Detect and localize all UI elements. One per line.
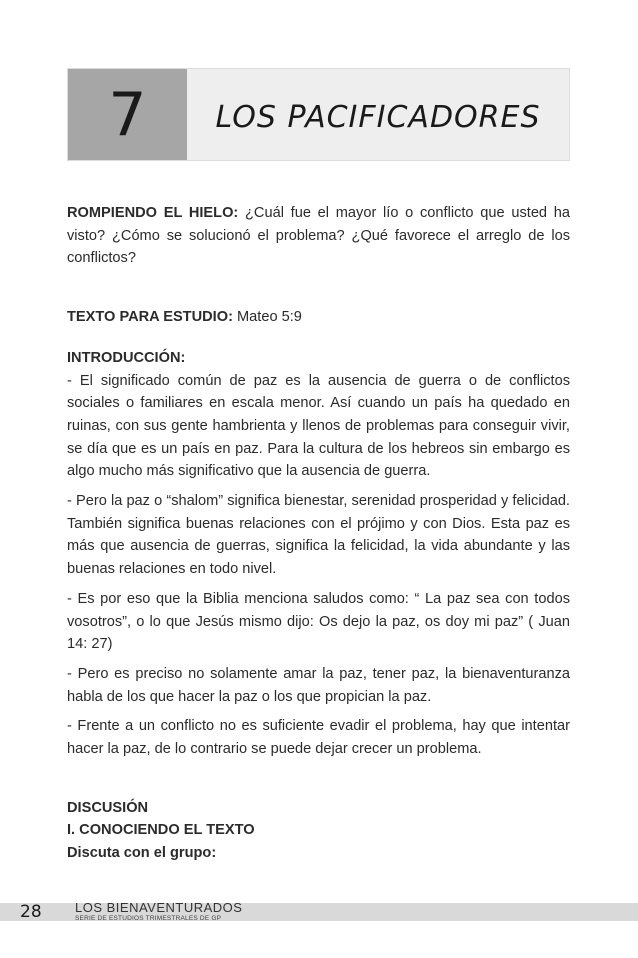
chapter-title: LOS PACIFICADORES (215, 100, 541, 135)
discussion-section-title: I. CONOCIENDO EL TEXTO (67, 822, 255, 839)
book-title: LOS BIENAVENTURADOS (75, 900, 243, 915)
intro-paragraph-4: - Pero es preciso no solamente amar la paz, tener paz, la bienaventuranza habla de los que hacer la paz o los que propician la paz. (67, 665, 570, 705)
study-text-label: TEXTO PARA ESTUDIO: (67, 309, 233, 326)
intro-paragraph-2: - Pero la paz o “shalom” significa bienestar, serenidad prosperidad y felicidad. También significa buenas relaciones con el prójimo y con Dios. Esta paz es más que ausencia de guerras, significa la felicidad, la vida abundante y las buenas relaciones en todo nivel. (67, 493, 570, 578)
page-content (67, 202, 570, 865)
study-text-reference: Mateo 5:9 (232, 309, 302, 326)
discussion-instruction: Discuta con el grupo: (67, 845, 217, 862)
chapter-header (67, 68, 570, 161)
intro-paragraph-1: - El significado común de paz es la ausencia de guerra o de conflictos sociales o familiares en escala menor. Así cuando un país ha quedado en ruinas, con sus gente hambrienta y llenos de problemas para conseguir vivir, se día que es un país en paz. Para la cultura de los hebreos sin embargo es algo mucho más significativo que la ausencia de guerra. (67, 372, 570, 480)
introduction-heading: INTRODUCCIÓN: (67, 349, 186, 366)
icebreaker-text: ¿Cuál fue el mayor lío o conflicto que usted ha visto? ¿Cómo se solucionó el problema? ¿Qué favorece el arreglo de los conflictos? (67, 205, 571, 267)
icebreaker-paragraph (67, 202, 570, 270)
chapter-number: 7 (108, 80, 147, 150)
study-text-paragraph (67, 306, 570, 329)
icebreaker-label: ROMPIENDO EL HIELO: (67, 205, 239, 221)
series-subtitle: SERIE DE ESTUDIOS TRIMESTRALES DE GP (75, 915, 222, 922)
intro-paragraph-3: - Es por eso que la Biblia menciona saludos como: “ La paz sea con todos vosotros”, o lo que Jesús mismo dijo: Os dejo la paz, os doy mi paz” ( Juan 14: 27) (67, 590, 570, 653)
discussion-heading: DISCUSIÓN (67, 799, 149, 816)
intro-paragraph-5: - Frente a un conflicto no es suficiente evadir el problema, hay que intentar hacer la paz, de lo contrario se puede dejar crecer un problema. (67, 718, 570, 758)
page-number: 28 (20, 902, 42, 922)
